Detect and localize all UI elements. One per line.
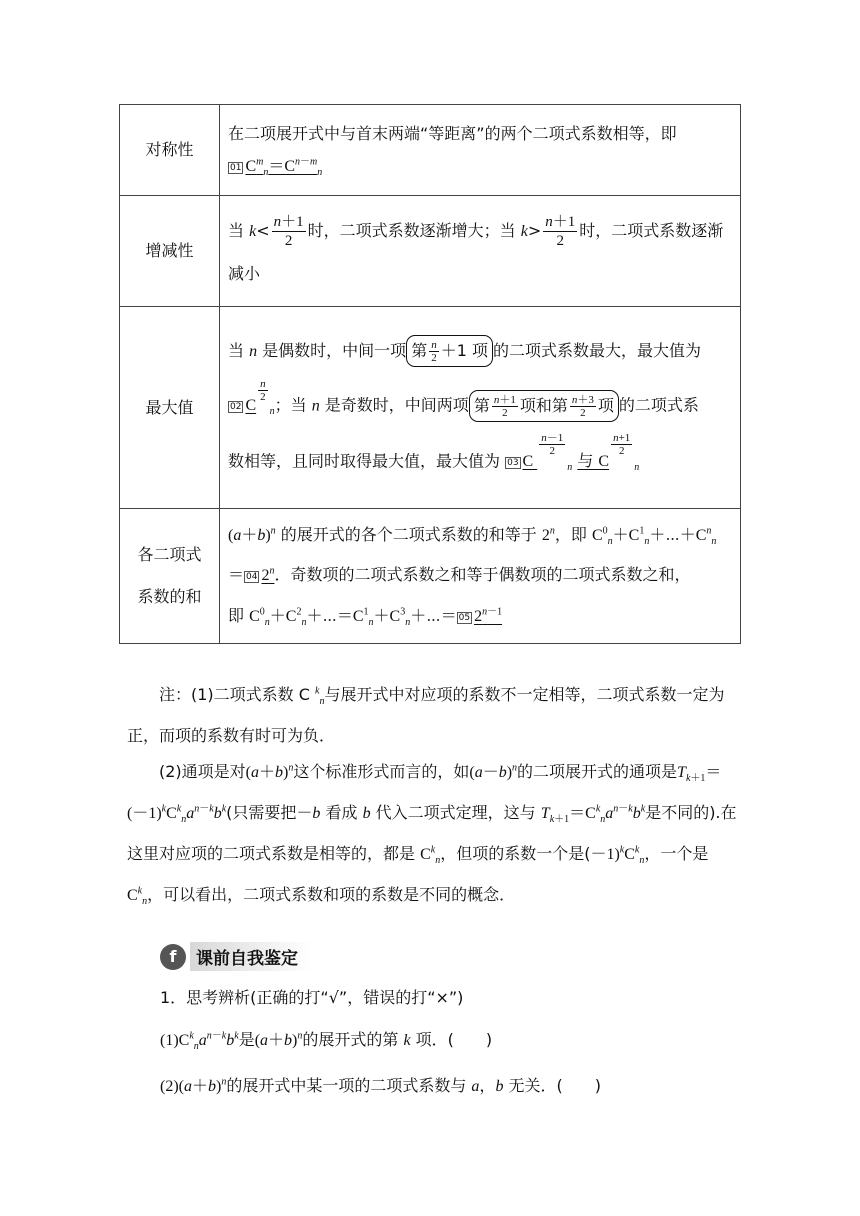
table-row bbox=[120, 307, 741, 509]
note-2: (2)通项是对$(a+b)^n$这个标准形式而言的，如$(a-b)^n$的二项展开式的通项是$T_{k+1}=(-1)^kC^k_na^{n-k}b^k$(只需要把－b 看成 b 代入二项式定理，这与 $T_{k+1}=C^k_na^{n-k}b^k$是不同的).在这里对应项的二项式系数是相等的，都是 $C^k_n$，但项的系数一个是$(-1)^kC^k_n$，一个是 $C^k_n$，可以看出，二项式系数和项的系数是不同的概念． bbox=[127, 762, 737, 908]
table-row bbox=[120, 509, 741, 644]
row-content-sum: $(a+b)^n$ 的展开式的各个二项式系数的和等于 2$^n$，即 $C^0_n+C^1_n+\cdots+C^n_n$ ＝ 04 2$^n$．奇数项的二项式系数之和等于偶数项的二项式系数之和， 即 $C^0_n+C^2_n+\cdots=C^1_n+C^3_n+\cdots= 05$ $2^{n-1}$ bbox=[220, 509, 741, 644]
row-label-sum: 各二项式系数的和 bbox=[120, 509, 220, 644]
section-heading bbox=[160, 942, 312, 971]
properties-table bbox=[119, 104, 741, 644]
row-content-symmetry: 在二项展开式中与首末两端“等距离”的两个二项式系数相等，即 01 $C^m_n=C^{n-m}_n$ bbox=[220, 105, 741, 196]
question-1-2: $(2)(a+b)^n$的展开式中某一项的二项式系数与 a，b 无关．( ) bbox=[160, 1076, 602, 1095]
blank-marker: 05 bbox=[458, 612, 471, 623]
row-label-monotonicity: 增减性 bbox=[120, 196, 220, 307]
row-content-maximum: 当 n 是偶数时，中间一项 第 $\frac{n}{2}$ ＋1 项 的二项式系数最大，最大值为 02 C $^{\frac{n}{2}}$ $_n$；当 n 是奇数时，中间两项 第 $\frac{n+1}{2}$ 项和第 $\frac{n+3}{2}$ 项 的二项式系 数相等，且同时取得最大值，最大值为 03 C $^{\frac{n-1}{2}}$ $_n$ 与 C $^{\frac{n+1}{2}}$ $_n$ bbox=[220, 307, 741, 509]
blank-marker: 02 bbox=[230, 402, 242, 412]
blank-marker: 01 bbox=[230, 162, 242, 173]
table-row bbox=[120, 196, 741, 307]
row-label-maximum: 最大值 bbox=[120, 307, 220, 509]
row-content-monotonicity: 当 k< $\frac{n+1}{2}$ 时，二项式系数逐渐增大；当 k> $\frac{n+1}{2}$ 时，二项式系数逐渐 减小 bbox=[220, 196, 741, 307]
row-label-symmetry: 对称性 bbox=[120, 105, 220, 196]
blank-marker: 04 bbox=[246, 571, 258, 582]
table-row bbox=[120, 105, 741, 196]
question-1: 1．思考辨析(正确的打“√”，错误的打“×”) bbox=[160, 988, 464, 1007]
section-icon: f bbox=[160, 944, 186, 970]
section-title: 课前自我鉴定 bbox=[190, 942, 312, 971]
blank-marker: 03 bbox=[507, 458, 519, 469]
note-1: 注：(1)二项式系数 C $^k_n$与展开式中对应项的系数不一定相等，二项式系数一定为正，而项的系数有时可为负． bbox=[127, 685, 725, 745]
question-1-1: $(1)C^k_na^{n-k}b^k$是$(a+b)^n$的展开式的第 k 项．( ) bbox=[160, 1030, 493, 1053]
